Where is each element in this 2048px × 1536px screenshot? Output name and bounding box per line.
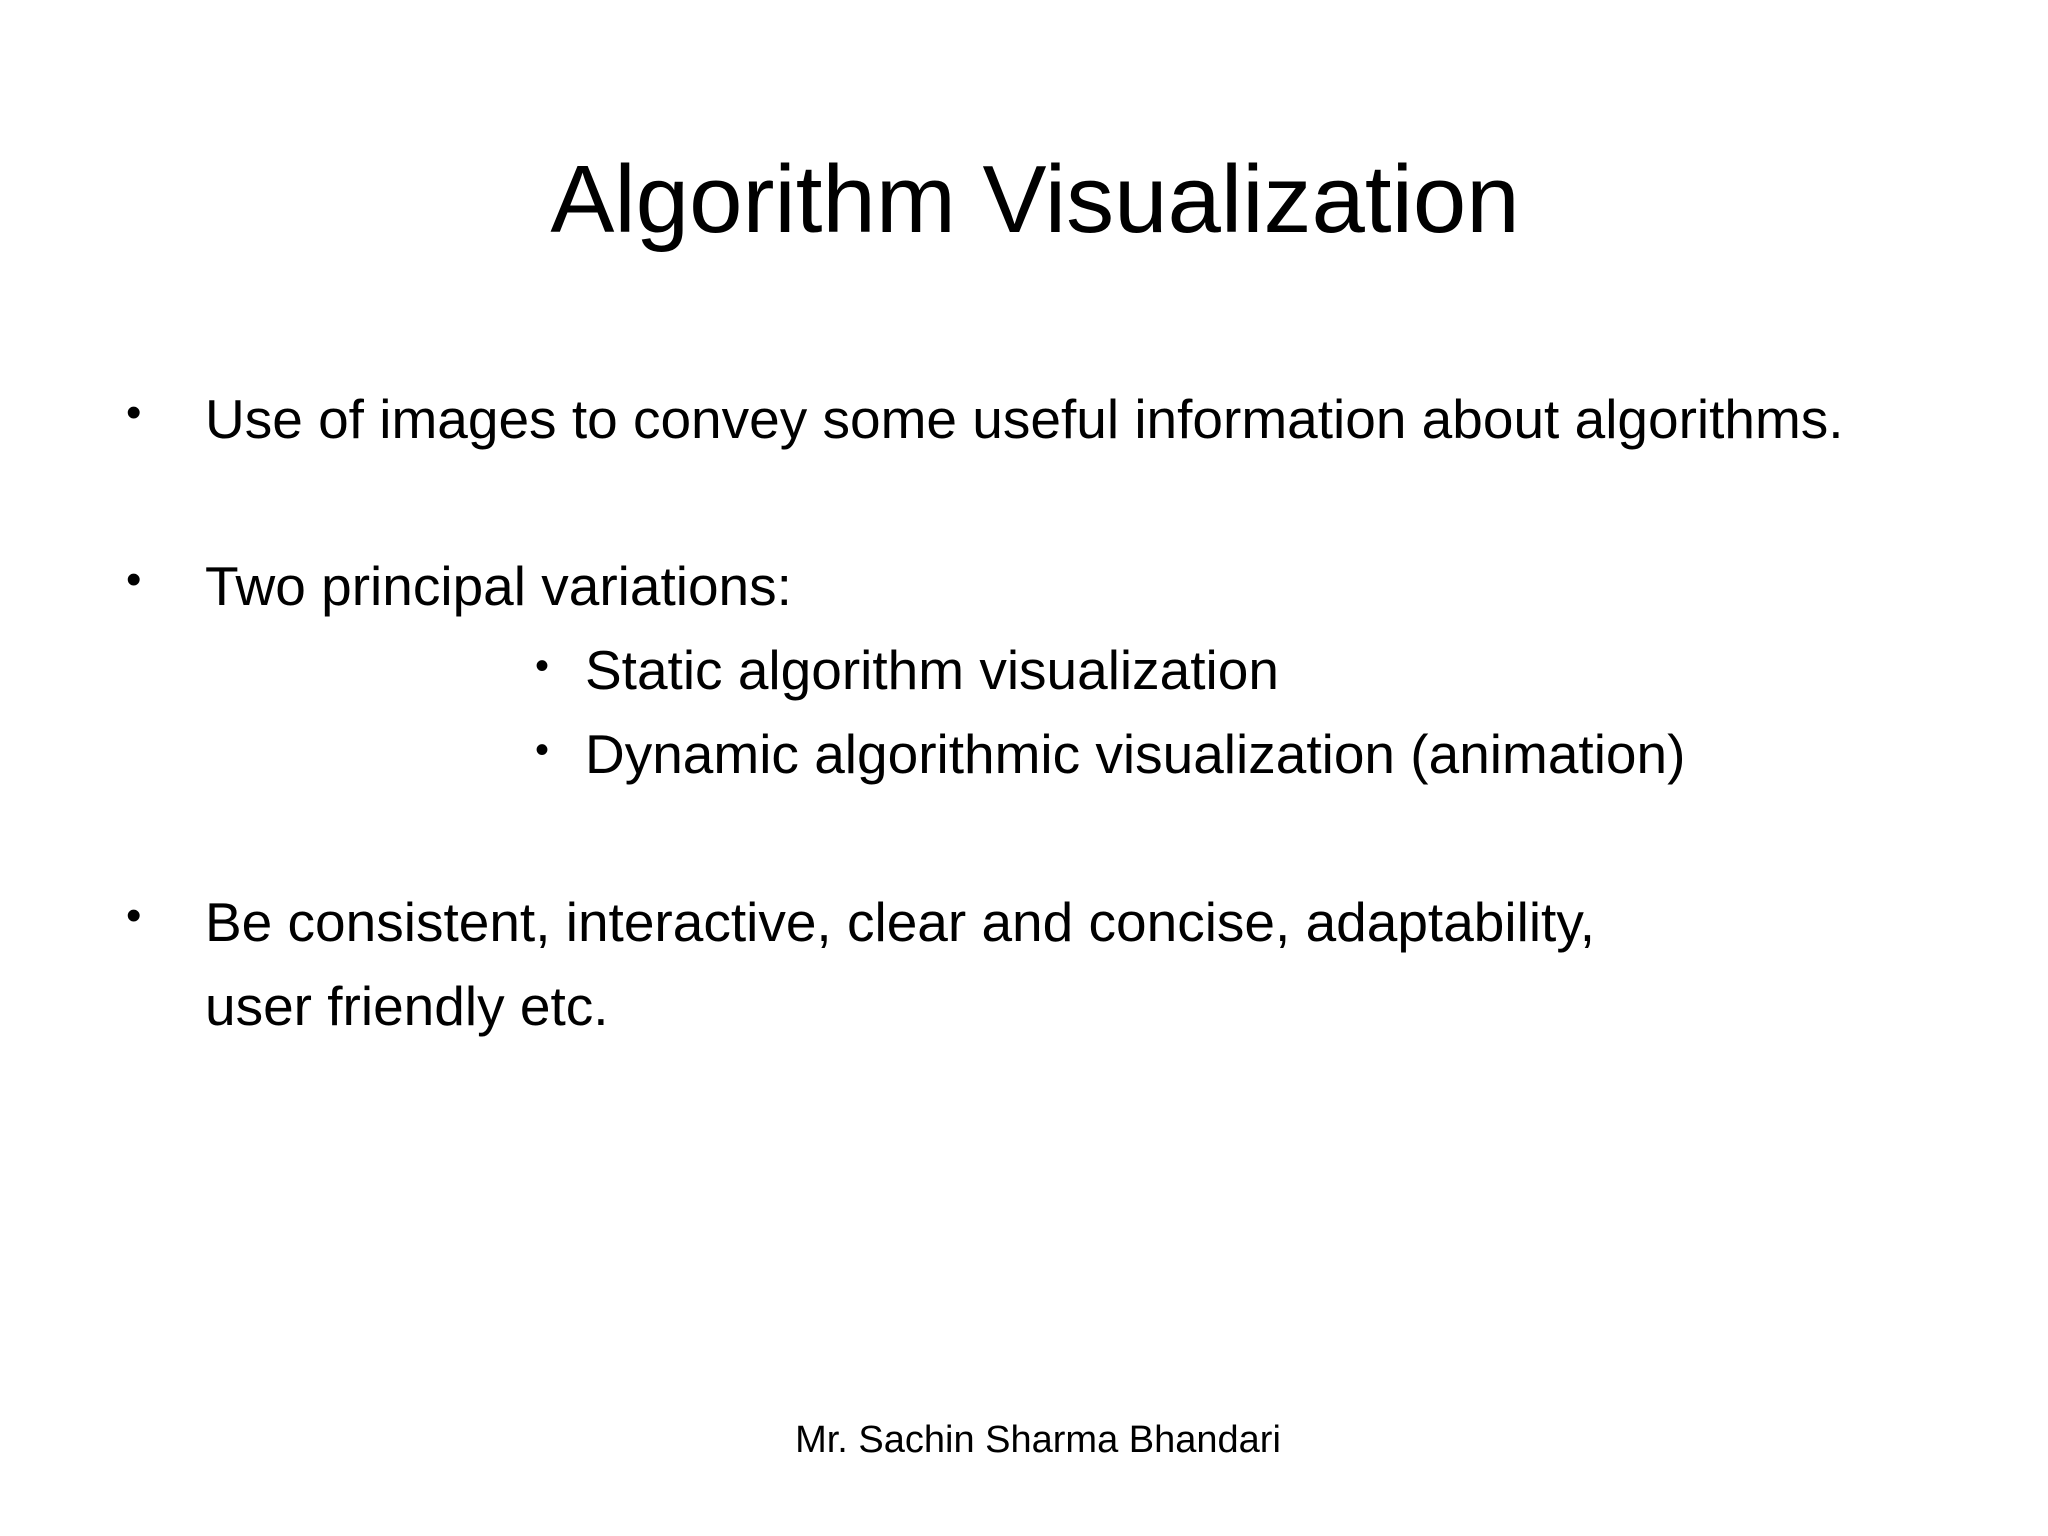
bullet-text: Use of images to convey some useful information about algorithms. — [205, 388, 1844, 450]
bullet-text-continuation: user friendly etc. — [205, 975, 609, 1037]
bullet-marker: • — [126, 388, 142, 437]
bullet-marker: • — [126, 555, 142, 604]
bullet-text: Be consistent, interactive, clear and concise, adaptability, — [205, 891, 1596, 953]
bullet-marker: • — [126, 891, 142, 940]
slide-title: Algorithm Visualization — [550, 146, 1520, 253]
sub-bullet-text: Static algorithm visualization — [585, 639, 1279, 701]
sub-bullet-text: Dynamic algorithmic visualization (animation) — [585, 723, 1686, 785]
sub-bullet-marker: • — [535, 644, 550, 688]
sub-bullet-marker: • — [535, 728, 550, 772]
bullet-text: Two principal variations: — [205, 555, 792, 617]
slide-footer-author: Mr. Sachin Sharma Bhandari — [795, 1419, 1281, 1461]
